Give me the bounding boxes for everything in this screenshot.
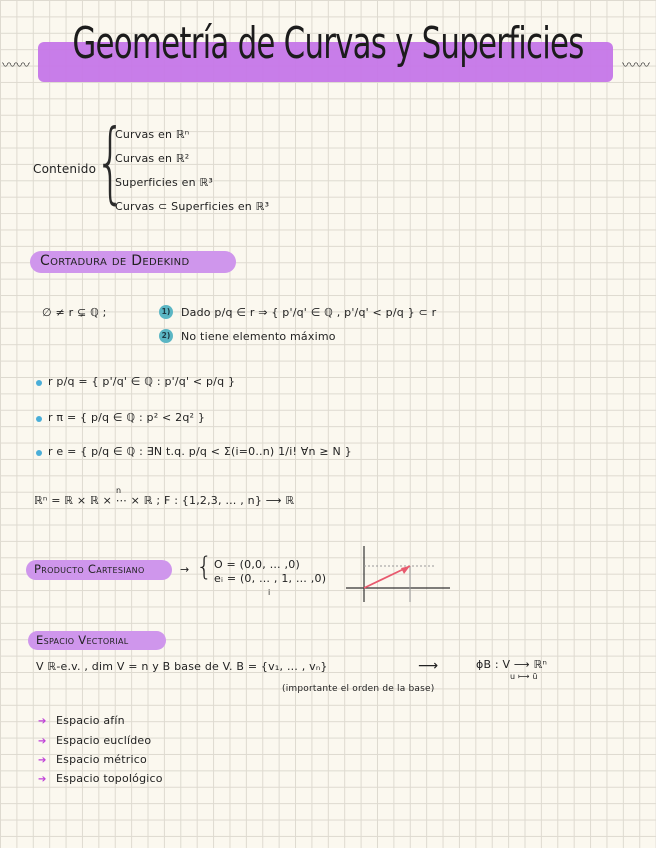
- brace-icon: {: [95, 110, 126, 213]
- condition-2-badge: 2): [159, 329, 173, 343]
- dedekind-heading: Cortadura de Dedekind: [40, 253, 190, 269]
- bullet-icon: [36, 380, 42, 386]
- squiggle-left-icon: 〰〰: [2, 58, 30, 74]
- arrow-bullet-icon: ➔: [38, 755, 47, 766]
- space-metric: Espacio métrico: [56, 753, 147, 766]
- espacio-arrow-icon: ⟶: [418, 658, 439, 674]
- space-euclidean: Espacio euclídeo: [56, 734, 152, 747]
- contenido-label: Contenido: [33, 162, 97, 176]
- arrow-bullet-icon: ➔: [38, 774, 47, 785]
- space-affine: Espacio afín: [56, 714, 125, 727]
- condition-2-text: No tiene elemento máximo: [181, 330, 336, 343]
- bullet-icon: [36, 416, 42, 422]
- espacio-note: (importante el orden de la base): [282, 684, 435, 694]
- contenido-item-4: Curvas ⊂ Superficies en ℝ³: [115, 200, 270, 213]
- phi-map: ϕB : V ⟶ ℝⁿ: [476, 658, 548, 671]
- producto-brace-icon: {: [196, 552, 213, 582]
- producto-heading: Producto Cartesiano: [34, 562, 145, 576]
- example-r-pq: r p/q = { p'/q' ∈ ℚ : p'/q' < p/q }: [48, 375, 236, 388]
- example-r-pi: r π = { p/q ∈ ℚ : p² < 2q² }: [48, 411, 206, 424]
- phi-map-elements: u ⟼ ū: [510, 672, 538, 681]
- condition-1-badge: 1): [159, 305, 173, 319]
- contenido-item-3: Superficies en ℝ³: [115, 176, 214, 189]
- page-title: Geometría de Curvas y Superficies: [72, 18, 584, 69]
- contenido-item-1: Curvas en ℝⁿ: [115, 128, 190, 141]
- bullet-icon: [36, 450, 42, 456]
- condition-1-text: Dado p/q ∈ r ⇒ { p'/q' ∈ ℚ , p'/q' < p/q } ⊂ r: [181, 306, 437, 319]
- arrow-bullet-icon: ➔: [38, 716, 47, 727]
- arrow-bullet-icon: ➔: [38, 736, 47, 747]
- espacio-heading: Espacio Vectorial: [36, 633, 129, 647]
- squiggle-right-icon: 〰〰: [622, 58, 650, 74]
- contenido-item-2: Curvas en ℝ²: [115, 152, 190, 165]
- dedekind-definition: ∅ ≠ r ⊊ ℚ ;: [42, 306, 107, 319]
- rn-definition: ℝⁿ = ℝ × ℝ × ⋯ × ℝ ; F : {1,2,3, … , n} ⟶ ℝ: [34, 494, 295, 507]
- space-topological: Espacio topológico: [56, 772, 163, 785]
- basis-index: i: [268, 588, 271, 597]
- vector-diagram: [346, 546, 456, 602]
- espacio-definition: V ℝ-e.v. , dim V = n y B base de V. B = {v₁, … , vₙ}: [36, 660, 328, 673]
- origin-vector: O = (0,0, … ,0): [214, 558, 300, 571]
- producto-arrow-icon: →: [180, 563, 190, 576]
- example-r-e: r e = { p/q ∈ ℚ : ∃N t.q. p/q < Σ(i=0..n) 1/i! ∀n ≥ N }: [48, 445, 352, 458]
- basis-vector: eᵢ = (0, … , 1, … ,0): [214, 572, 327, 585]
- rn-exponent: n: [116, 486, 122, 495]
